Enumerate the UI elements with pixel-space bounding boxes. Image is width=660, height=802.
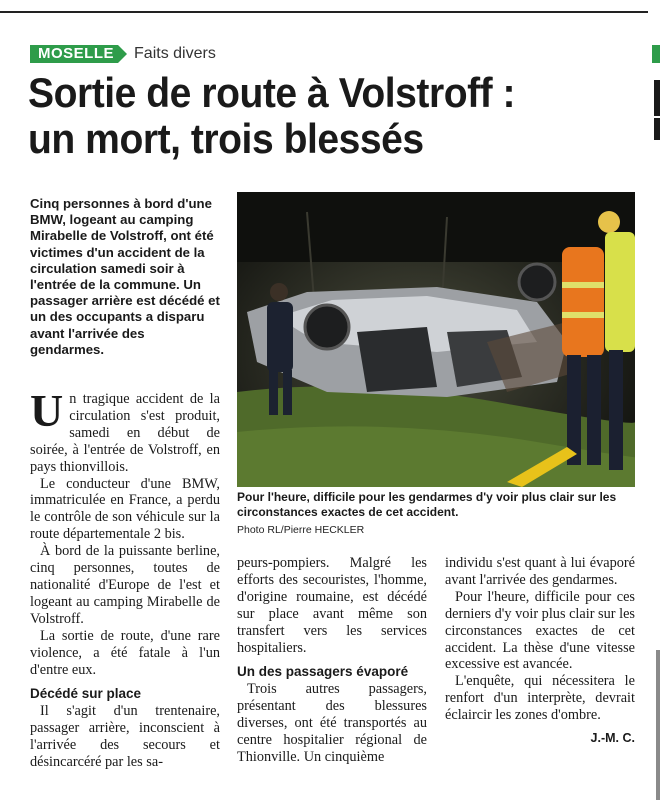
- paragraph-2: Le conducteur d'une BMW, immatriculée en France, a perdu le contrôle de son véhicule sur la route départementale 2 bis.: [30, 475, 220, 543]
- paragraph-4: La sortie de route, d'une rare violence, a été fatale à l'un d'entre eux.: [30, 627, 220, 678]
- article-headline: [28, 70, 605, 162]
- paragraph-6-part-2: individu s'est quant à lui évaporé avant l'arrivée des gendarmes.: [445, 555, 635, 588]
- drop-cap: U: [30, 385, 64, 436]
- paragraph-5-part-2: peurs-pompiers. Malgré les efforts des secouristes, l'homme, d'origine roumaine, est décédé sur place avant même son transfert vers les services hospitaliers.: [237, 555, 427, 656]
- paragraph-5-part-1: Il s'agit d'un trentenaire, passager arrière, inconscient à l'arrivée des secours et désincarcéré par les sa-: [30, 703, 220, 771]
- subhead-deceased: Décédé sur place: [30, 686, 142, 702]
- photo-caption: Pour l'heure, difficile pour les gendarmes d'y voir plus clair sur les circonstances exactes de cet accident.: [237, 490, 617, 519]
- paragraph-7: Pour l'heure, difficile pour ces derniers d'y voir plus clair sur les circonstances exactes de cet accident. La thèse d'une vitesse excessive est avancée.: [445, 588, 635, 673]
- article-lead: Cinq personnes à bord d'une BMW, logeant au camping Mirabelle de Volstroff, ont été victimes d'un accident de la circulation samedi soir à l'entrée de la commune. Un passager arrière est décédé et un des occupants a disparu avant l'arrivée des gendarmes.: [30, 196, 220, 357]
- section-tag: MOSELLE: [30, 45, 118, 63]
- paragraph-8: L'enquête, qui nécessitera le renfort d'un interprète, devrait éclaircir les zones d'ombre.: [445, 673, 635, 724]
- photo-credit: Photo RL/Pierre HECKLER: [237, 524, 365, 536]
- author-signature: J.-M. C.: [590, 731, 635, 746]
- paragraph-1: [30, 385, 220, 476]
- headline-line-1: Sortie de route à Volstroff :: [28, 69, 516, 116]
- adjacent-article-fragment: [648, 0, 660, 802]
- adjacent-article-edge: [648, 0, 660, 802]
- article-column-2: [237, 555, 427, 766]
- article-column-1: [30, 385, 220, 771]
- paragraph-1-text: n tragique accident de la circulation s'est produit, samedi en début de soirée, à l'entrée de Volstroff, en pays thionvillois.: [30, 391, 220, 475]
- top-rule: [0, 11, 648, 13]
- subhead-missing-passenger: Un des passagers évaporé: [237, 664, 409, 680]
- article-column-3: [445, 555, 635, 747]
- rubric-label: Faits divers: [134, 45, 216, 62]
- accident-scene-illustration: [237, 192, 635, 487]
- paragraph-3: À bord de la puissante berline, cinq personnes, toutes de nationalité d'Europe de l'est et logeant au camping Mirabelle de Volstroff.: [30, 543, 220, 627]
- paragraph-6-part-1: Trois autres passagers, présentant des blessures diverses, ont été transportés au centre hospitalier régional de Thionville. Un cinquième: [237, 681, 427, 766]
- kicker: [30, 45, 216, 63]
- headline-line-2: un mort, trois blessés: [28, 115, 424, 162]
- accident-photo: [237, 192, 635, 487]
